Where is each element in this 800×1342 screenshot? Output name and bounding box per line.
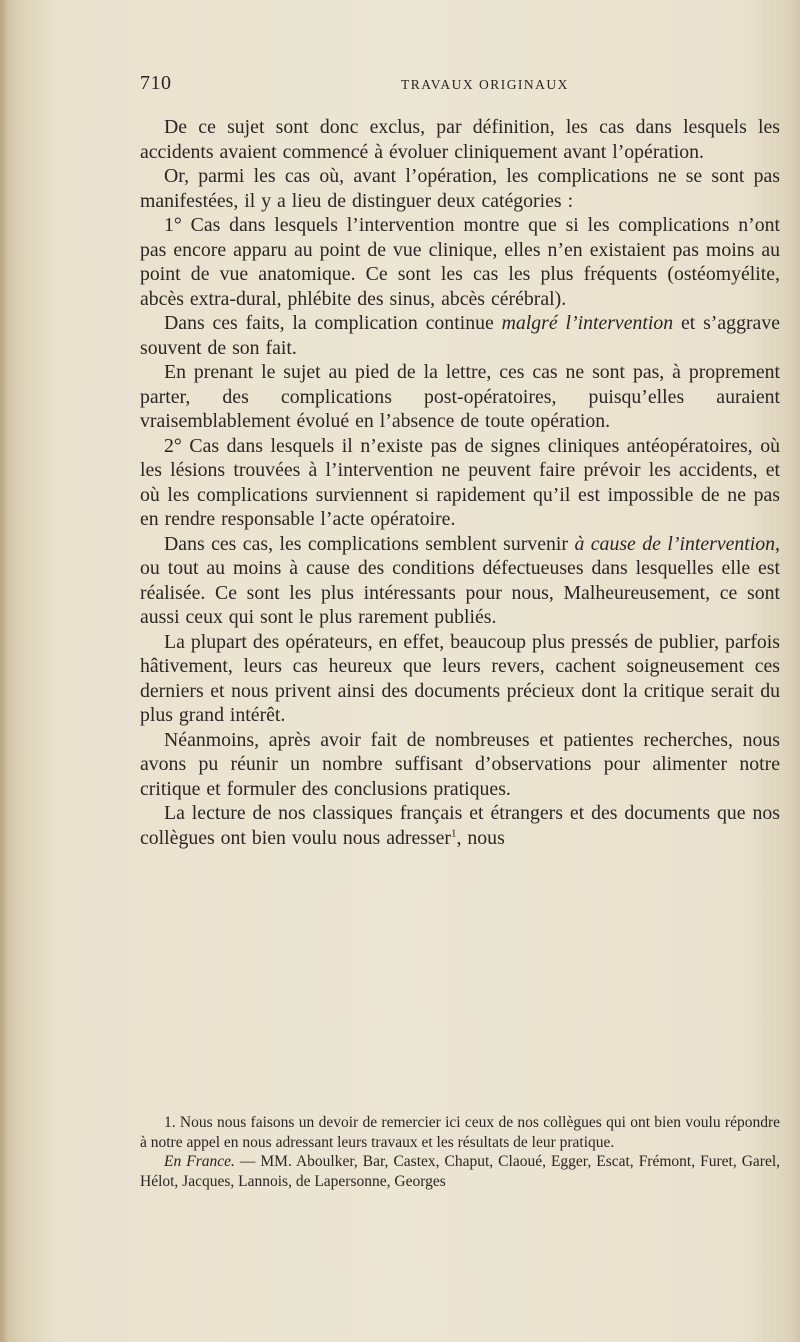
- footnote-2-label: En France.: [164, 1153, 235, 1170]
- page-number: 710: [140, 72, 172, 94]
- running-head: TRAVAUX ORIGINAUX: [401, 77, 569, 92]
- paragraph-7-end: , ou tout au moins à cause des conditions défectueuses dans lesquelles elle est réalisée. Ce sont les plus intéressants pour nous, Malheureusement, ce sont aussi ceux qui sont le plus rarement publiés.: [140, 532, 780, 628]
- paragraph-5: En prenant le sujet au pied de la lettre, ces cas ne sont pas, à proprement parter, des complications post-opératoires, puisqu’elles auraient vraisemblablement évolué en l’absence de toute opération.: [140, 361, 780, 432]
- paragraph-9: Néanmoins, après avoir fait de nombreuses et patientes recherches, nous avons pu réunir un nombre suffisant d’observations pour alimenter notre critique et formuler des conclusions pratiques.: [140, 728, 780, 800]
- paragraph-1: De ce sujet sont donc exclus, par définition, les cas dans lesquels les accidents avaient commencé à évoluer cliniquement avant l’opération.: [140, 116, 780, 163]
- footnotes: [140, 1113, 780, 1191]
- paragraph-10-end: , nous: [456, 826, 505, 849]
- paragraph-10-start: La lecture de nos classiques français et étrangers et des documents que nos collègues ont bien voulu nous adresser: [140, 802, 780, 849]
- paragraph-4-end: et s’aggrave souvent de son fait.: [140, 312, 780, 359]
- body-text: [140, 115, 780, 850]
- paragraph-7-start: Dans ces cas, les complications semblent survenir: [164, 532, 568, 555]
- paragraph-6: 2° Cas dans lesquels il n’existe pas de signes cliniques antéopératoires, où les lésions trouvées à l’intervention ne peuvent faire prévoir les accidents, et où les complications surviennent si rapidement qu’il est impossible de ne pas en rendre responsable l’acte opératoire.: [140, 434, 780, 530]
- paragraph-4: [140, 311, 780, 360]
- paragraph-2: Or, parmi les cas où, avant l’opération, les complications ne se sont pas manifestées, il y a lieu de distinguer deux catégories :: [140, 165, 780, 212]
- footnote-2: [140, 1152, 780, 1191]
- paragraph-10: [140, 801, 780, 850]
- paragraph-3: 1° Cas dans lesquels l’intervention montre que si les complications n’ont pas encore apparu au point de vue clinique, elles n’en existaient pas moins au point de vue anatomique. Ce sont les cas les plus fréquents (ostéomyélite, abcès extra-dural, phlébite des sinus, abcès cérébral).: [140, 214, 780, 310]
- paragraph-8: La plupart des opérateurs, en effet, beaucoup plus pressés de publier, parfois hâtivement, leurs cas heureux que leurs revers, cachent soigneusement ces derniers et nous privent ainsi des documents précieux dont la critique serait du plus grand intérêt.: [140, 630, 780, 726]
- footnote-ref-1: 1: [451, 826, 457, 839]
- paragraph-7-italic: à cause de l’intervention: [574, 532, 776, 555]
- page-binding-edge: [0, 0, 8, 1342]
- paragraph-4-italic: malgré l’intervention: [501, 312, 674, 334]
- page-header: [140, 72, 780, 102]
- paragraph-7: [140, 532, 780, 630]
- footnote-2-text: — MM. Aboulker, Bar, Castex, Chaput, Claoué, Egger, Escat, Frémont, Furet, Garel, Hélot, Jacques, Lannois, de Lapersonne, Georges: [140, 1153, 781, 1190]
- footnote-1: 1. Nous nous faisons un devoir de remercier ici ceux de nos collègues qui ont bien voulu répondre à notre appel en nous adressant leurs travaux et les résultats de leur pratique.: [140, 1114, 780, 1151]
- paragraph-4-start: Dans ces faits, la complication continue: [164, 312, 494, 334]
